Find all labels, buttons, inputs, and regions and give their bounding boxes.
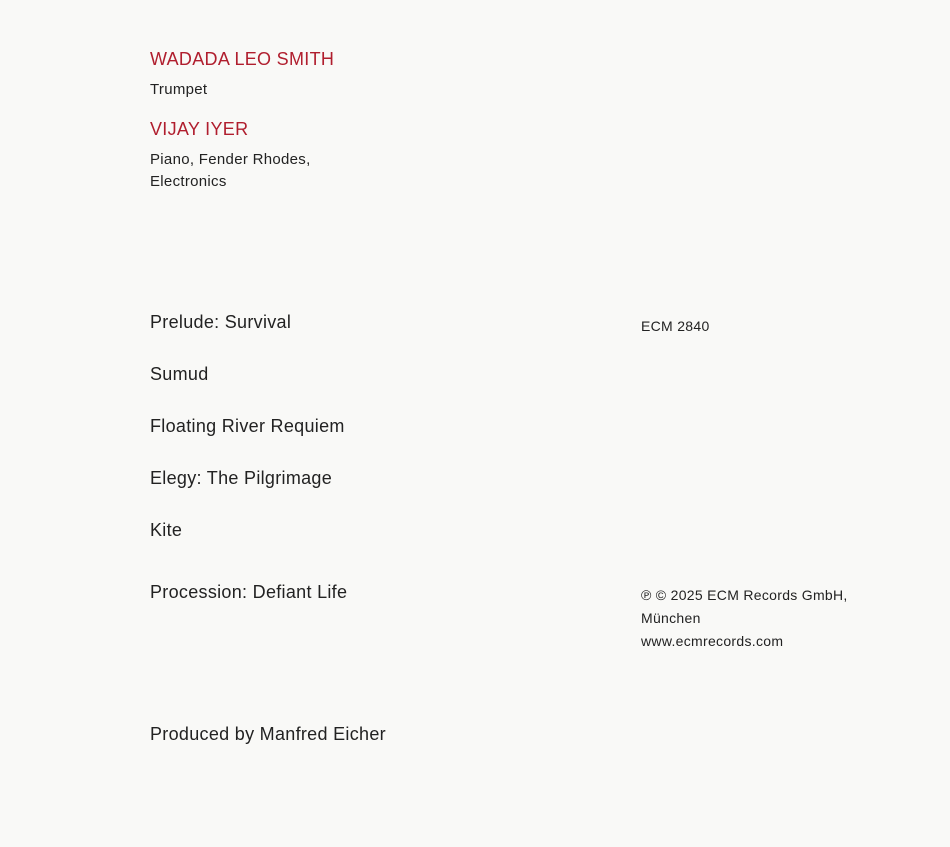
artist-instrument-trumpet: Trumpet: [150, 81, 208, 98]
artist-name-wadada-leo-smith: WADADA LEO SMITH: [150, 49, 335, 69]
track-procession-defiant-life: Procession: Defiant Life: [150, 582, 348, 602]
website-link: www.ecmrecords.com: [641, 633, 784, 649]
artist-instrument-electronics: Electronics: [150, 173, 227, 190]
artist-name-vijay-iyer: VIJAY IYER: [150, 119, 249, 139]
track-elegy-the-pilgrimage: Elegy: The Pilgrimage: [150, 468, 333, 488]
catalog-number: ECM 2840: [641, 318, 710, 334]
track-prelude-survival: Prelude: Survival: [150, 312, 292, 332]
track-kite: Kite: [150, 520, 183, 540]
track-sumud: Sumud: [150, 364, 209, 384]
artist-instrument-piano: Piano, Fender Rhodes,: [150, 151, 311, 168]
track-floating-river-requiem: Floating River Requiem: [150, 416, 345, 436]
copyright-city: München: [641, 610, 701, 626]
producer-credit: Produced by Manfred Eicher: [150, 724, 386, 744]
copyright-line: ℗ © 2025 ECM Records GmbH,: [641, 587, 848, 603]
